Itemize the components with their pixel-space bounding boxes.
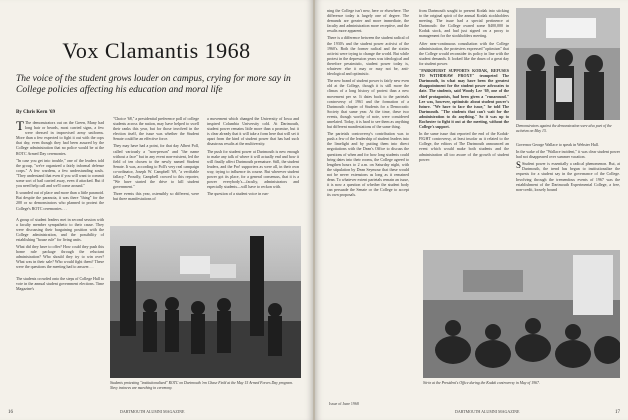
paragraph: T The demonstrators out on the Green, Many had long hair or beards, most carried signs, a few were dressed in improvised army uniforms. More than a few expected to fight it out with the cops that day, even though they had been assured by the College administration that no police would be at the ROTC Armed Day ceremonies. (16, 118, 104, 156)
paragraph: The push for student power at Dartmouth is new enough to make any talk of where it will actually end and how it will finally affect Dartmouth premature. Still, the student leaders, and the Pro! supporters as were all, in their own way, trying to influence its course. But wherever student power got its place, for a general consensus, that it is a power everybody's—faculty, administrators and especially students—will have to reckon with. (207, 148, 299, 190)
magazine-footer: DARTMOUTH ALUMNI MAGAZINE (455, 409, 520, 414)
paragraph: Governor George Wallace to speak in Webster Hall. (516, 142, 599, 147)
drop-cap: T (16, 118, 24, 133)
paragraph: a movement which changed the University of Iowa and inspired Columbia University cold. At Dartmouth, student power remains little more than a promise, but it is clear already that it will take a form here that will set it apart from the kind of student power that has had such disastrous results at the multiversity. (207, 116, 299, 147)
counter-demonstrators-photo (516, 8, 620, 120)
counter-demonstrators-caption: Demonstrators against the demonstration were also part of the activism on May 15. (516, 124, 612, 133)
page-number: 17 (615, 410, 620, 415)
right-page (315, 0, 628, 420)
paragraph: Three events this year, ostensibly so different, were but three manifestations of (113, 191, 199, 202)
issue-date: Issue of June 1968 (329, 401, 359, 406)
left-column-3 (207, 116, 299, 198)
paragraph: "PARKHURST SUPPORTS KODAK, REFUSES TO WITHDRAW PROXY" trumpeted The Dartmouth, in what may have been the greatest disappointment for the student power advocates to date. The students, said Woody Lee '69, one of the chief protagonists, had been given a "runaround." Lee was, however, optimistic about student power's future. "We have to face the issue," he told The Dartmouth. "The students that can't wait for the administration to do anything." So it was up to Rochester to fight it out at the meeting, without the College's support. (419, 68, 509, 130)
magazine-footer: DARTMOUTH ALUMNI MAGAZINE (120, 409, 185, 414)
paragraph: In the wake of the "Wallace incident," it was clear student power had not disappeared over summer vacation. (516, 149, 620, 160)
paragraph: "In case you get into trouble," one of the leaders told the group, "we're organized a fairly informal defense corps." A few wardens, a few understanding souls. "They understand that even if you will want to commit some sort of bail carried away, even if attacked. But if you need help call and we'll come around." (16, 157, 104, 189)
sit-in-image (423, 250, 620, 378)
counter-demonstrators-image (516, 8, 620, 120)
paragraph: In the same issue that reported the end of the Kodak-FIGHT controversy, at least insofar as it related to the College, the editors of The Dartmouth announced an event which would make both students and the administration all too aware of the growth of student power: (419, 131, 509, 162)
right-column-2 (419, 8, 509, 164)
right-column-3 (516, 142, 620, 194)
protest-photo-image (110, 226, 301, 378)
right-column-1 (327, 8, 409, 199)
drop-cap: S (516, 160, 522, 171)
paragraph: The parietals controversy's contribution was to push a few of the leadership of student leaders into the limelight and by putting them into direct negotiations with the Dean's Office to discuss the questions of when and for how long students could bring dates into their rooms, the College agreed to lengthen hours to 2 a.m. on Saturday night, with the stipulation by Dean Seymour that these would not be never extensions as long as it remained dean. To whatever extent parietals remain an issue, it is now a question of whether the student body can persuade the Senate or the College to accept its own proposals. (327, 131, 409, 198)
photo-caption: Students protesting "institutionalized" ROTC on Dartmouth 'em Chase Field at the May 15 Armed Forces Day program. Navy trainees are marching in ceremony. (110, 381, 293, 390)
paragraph: What did they have to offer? How could they push this home rule package through the reluctant administration? Who should they try to win over? What was in their sale? Who would fight them? These were the questions the meeting had to answer. . . (16, 244, 104, 270)
paragraph: The new brand of student power is fairly new even old at the College, though it is still more the climax of a long history of protest than a new movement per se. It dates back to the parietals controversy of 1961 and the formation of a Dartmouth chapter of Students for a Democratic Society that same year. At the time, these two events, though worthy of note, were considered unrelated. Today, it is hard to see them as anything but different manifestations of the same thing. (327, 78, 409, 130)
article-title: Vox Clamantis 1968 (62, 38, 251, 63)
paragraph: The students crowded onto the steps of College Hall to vote in the annual student government elections. Time Magazine's (16, 275, 104, 291)
left-column-2 (113, 116, 199, 204)
paragraph: from Dartmouth sought to present Kodak into sticking to the original spirit of the annual Kodak stockholders meeting. The issue had a special pertinence at Dartmouth: the College owned some $400,000 in Kodak stock, and had just signed on a proxy to management for the stockholders meeting. (419, 8, 509, 39)
left-page (0, 0, 313, 420)
byline: By Chris Kern '69 (16, 110, 56, 115)
page-number: 16 (8, 410, 13, 415)
paragraph: After near-continuous consultation with the College administration, the protesters expressed "optimism" that the College would reconsider its policy in line with the student demands. It looked like the dawn of a great day for student power. (419, 40, 509, 66)
paragraph: ning the College isn't new, here or elsewhere. The difference today is largely one of degree. The demands are greater and more immediate, the faculty and administration more receptive, and the results more apparent. (327, 8, 409, 34)
protest-photo (110, 226, 301, 378)
paragraph: The question of a student voice in run- (207, 191, 269, 197)
paragraph: It sounded out of place and more than a little paranoid. But despite the paranoia, it was there "thing" for the 200 or so demonstrators who planned to protest the College's ROTC ceremonies. . . (16, 190, 104, 211)
paragraph: "Choice '68," a presidential preference poll of college students across the nation, may have helped to swell their ranks this year, but for those involved in the election itself, the issue was whether the Student Senate could be an effective force. (113, 116, 199, 142)
paragraph: There is a difference between the student radical of the 1930's and the student power activist of the 1960's. Both the former radical and the sixties activist were trying to change the world. But while protest in the depression years was ideological and therefore pessimistic, student power today is, whatever else it may or may not be, anti-ideological and optimistic. (327, 35, 409, 77)
article-deck: The voice of the student grows louder on campus, crying for more say in College policies affecting his education and moral life (16, 74, 291, 95)
paragraph: A group of student leaders met in second session with a faculty member sympathetic to their cause. They were discussing their bargaining position with the College administration, and the possibility of establishing "house rule" for living units. (16, 216, 104, 242)
paragraph: S Student power is essentially a radical phenomenon. But, at Dartmouth, the trend has begun to institutionalize the requests for a student say in the governance of the College. Involving through the tremendous events of 1967 was the establishment of the Dartmouth Experimental College, a free, non-credit, loosely bound (516, 160, 620, 192)
left-column-1 (16, 120, 104, 293)
sit-in-caption: Sit-in at the President's Office during the Kodak controversy in May of 1967. (423, 381, 540, 385)
paragraph: They may have had a point, for that day Albert Poll, called variously a "non-person" and "the name without a face" but in any event non-existent, led the field of ten chosen to the newly named Student Senate. It was, according to Poll's very real campaign co-ordinator, Joseph W. Campbell '69, "a verifiable fallacy." Proudly, Campbell crowed to this reporter, "We have started the drive to kill student government." (113, 143, 199, 190)
sit-in-photo (423, 250, 620, 378)
